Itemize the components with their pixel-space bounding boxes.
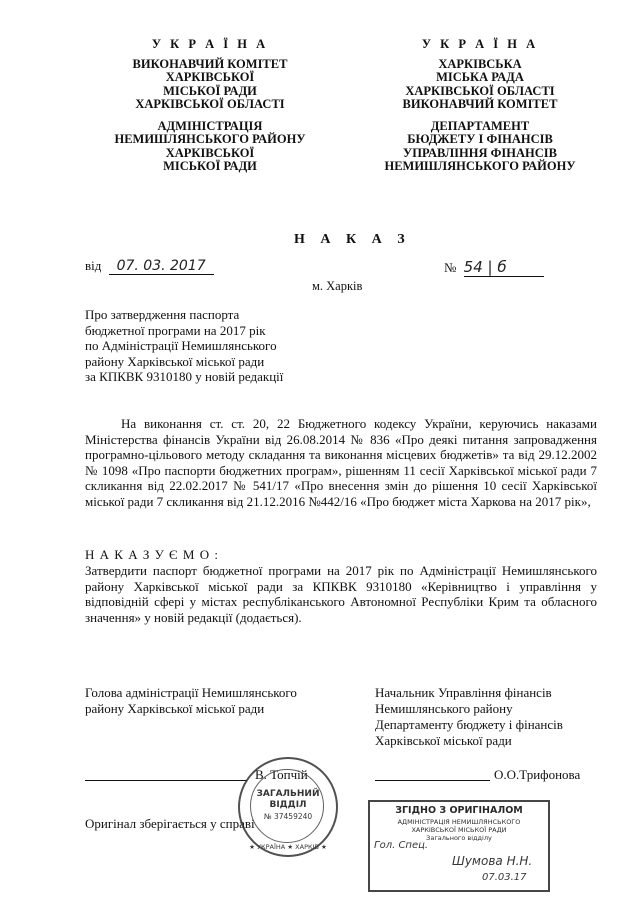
left-org-line: ХАРКІВСЬКОЇ — [165, 70, 255, 84]
signature-line-right — [375, 780, 490, 781]
right-org-line: ХАРКІВСЬКОЇ ОБЛАСТІ — [405, 83, 555, 98]
signer-right-name: О.О.Трифонова — [494, 767, 581, 782]
stamp-ring-text: ★ УКРАЇНА ★ ХАРКІВ ★ — [249, 843, 327, 851]
stamp-rect-line: АДМІНІСТРАЦІЯ НЕМИШЛЯНСЬКОГО — [397, 818, 521, 826]
left-org-line: ВИКОНАВЧИЙ КОМІТЕТ — [132, 56, 288, 71]
left-org-line: ХАРКІВСЬКОЇ ОБЛАСТІ — [135, 97, 285, 111]
number-value: 54 | б — [464, 258, 544, 277]
left-dept-line: МІСЬКОЇ РАДИ — [163, 159, 257, 173]
stamp-center-line: ЗАГАЛЬНИЙ — [256, 789, 320, 799]
right-dept-line: НЕМИШЛЯНСЬКОГО РАЙОНУ — [384, 159, 576, 173]
subject-line: району Харківської міської ради — [85, 353, 265, 369]
right-org-line: МІСЬКА РАДА — [436, 70, 524, 84]
number-block — [444, 258, 544, 277]
signer-left-name: В. Топчій — [255, 767, 308, 782]
stamp-center — [240, 789, 336, 822]
left-country: У К Р А Ї Н А — [151, 37, 269, 51]
stamp-rect-date: 07.03.17 — [482, 872, 527, 883]
stamp-rect-title: ЗГІДНО З ОРИГІНАЛОМ — [395, 805, 523, 816]
certification-stamp — [368, 800, 550, 892]
order-paragraph — [85, 563, 597, 625]
document-title: Н А К А З — [294, 232, 411, 247]
left-header — [100, 38, 320, 174]
right-dept-line: БЮДЖЕТУ І ФІНАНСІВ — [407, 132, 553, 146]
stamp-rect-line: Загального відділу — [426, 834, 492, 842]
date-value: 07. 03. 2017 — [109, 258, 214, 275]
stamp-rect-line: ХАРКІВСЬКОЇ МІСЬКОЇ РАДИ — [411, 826, 507, 834]
number-prefix: № — [444, 260, 457, 275]
date-prefix: від — [85, 258, 102, 273]
right-dept-line: ДЕПАРТАМЕНТ — [430, 118, 530, 133]
stamp-code: № 37459240 — [263, 812, 313, 821]
order-heading: Н А К А З У Є М О : — [85, 547, 219, 562]
signer-right-title-line: Начальник Управління фінансів — [375, 685, 552, 700]
signer-left-title-line: Голова адміністрації Немишлянського — [85, 685, 297, 700]
right-country: У К Р А Ї Н А — [421, 37, 539, 51]
left-dept-line: НЕМИШЛЯНСЬКОГО РАЙОНУ — [114, 132, 306, 146]
subject-line: бюджетної програми на 2017 рік — [85, 322, 266, 338]
subject-block — [85, 307, 283, 385]
signer-right-title — [375, 685, 563, 749]
left-dept-line: ХАРКІВСЬКОЇ — [165, 145, 255, 160]
signer-left-title — [85, 685, 297, 717]
signer-right-title-line: Немишлянського району — [375, 701, 513, 716]
signer-right-title-line: Департаменту бюджету і фінансів — [375, 717, 563, 732]
signature-line-left — [85, 780, 247, 781]
subject-line: за КПКВК 9310180 у новій редакції — [85, 369, 284, 384]
city-label: м. Харків — [312, 279, 363, 293]
left-org-line: МІСЬКОЇ РАДИ — [163, 83, 257, 98]
round-stamp — [238, 757, 338, 857]
preamble-text: На виконання ст. ст. 20, 22 Бюджетного кодексу України, керуючись наказами Міністерства фінансів України від 26.08.2014 № 836 «Про деякі питання запровадження програмно-цільового методу складання та виконання місцевих бюджетів» та від 29.12.2002 № 1098 «Про паспорти бюджетних програм», рішенням 11 сесії Харківської міської ради 7 скликання від 22.02.2017 № 541/17 «Про внесення змін до рішення 10 сесії Харківської міської ради 7 скликання від 21.12.2016 №442/16 «Про бюджет міста Харкова на 2017 рік», — [85, 416, 597, 509]
order-text: Затвердити паспорт бюджетної програми на 2017 рік по Адміністрації Немишлянського району Харківської міської ради за КПКВК 9310180 «Керівництво і управління у відповідній сфері у містах республіканського Автономної Республіки Крим та обласного значення» у новій редакції (додається). — [85, 563, 597, 625]
signer-left-title-line: району Харківської міської ради — [85, 701, 265, 716]
stamp-rect-role: Гол. Спец. — [374, 840, 429, 851]
date-block — [85, 258, 214, 275]
signer-right-title-line: Харківської міської ради — [375, 733, 512, 748]
subject-line: Про затвердження паспорта — [85, 307, 240, 322]
stamp-rect-sign: Шумова Н.Н. — [452, 854, 533, 868]
right-org-line: ВИКОНАВЧИЙ КОМІТЕТ — [402, 97, 558, 111]
left-dept-line: АДМІНІСТРАЦІЯ — [157, 118, 263, 133]
right-org-line: ХАРКІВСЬКА — [438, 56, 522, 71]
stamp-center-line: ВІДДІЛ — [269, 800, 307, 810]
right-header — [360, 38, 600, 174]
preamble-paragraph — [85, 416, 597, 510]
right-dept-line: УПРАВЛІННЯ ФІНАНСІВ — [403, 145, 557, 160]
original-note: Оригінал зберігається у справі — [85, 816, 255, 831]
subject-line: по Адміністрації Немишлянського — [85, 338, 277, 353]
